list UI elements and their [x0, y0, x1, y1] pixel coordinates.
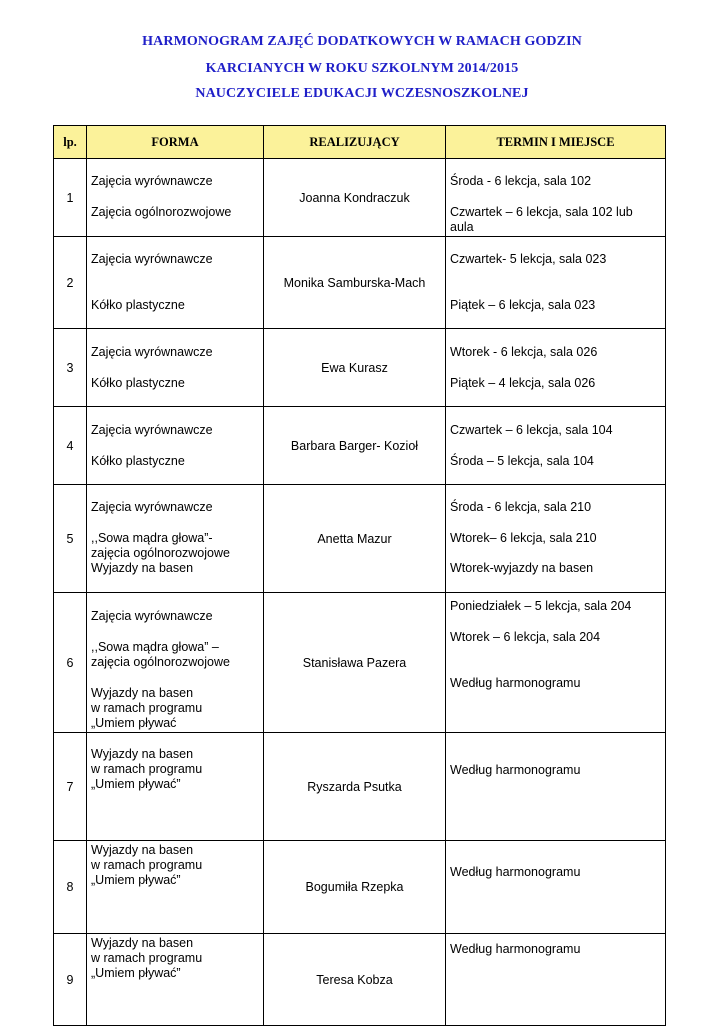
forma-line: „Umiem pływać — [91, 716, 177, 730]
forma-cell — [87, 237, 264, 329]
forma-line: Zajęcia wyrównawcze — [91, 174, 213, 188]
forma-line: Wyjazdy na basen — [91, 936, 194, 950]
table-row — [54, 407, 666, 485]
row-number: 9 — [54, 934, 87, 1026]
forma-line: Kółko plastyczne — [91, 454, 185, 468]
termin-cell — [446, 485, 666, 593]
forma-line: w ramach programu — [91, 762, 203, 776]
forma-line: zajęcia ogólnorozwojowe — [91, 546, 230, 560]
table-row — [54, 593, 666, 733]
termin-line: Czwartek – 6 lekcja, sala 104 — [450, 423, 613, 437]
table-row — [54, 841, 666, 934]
forma-line: Zajęcia wyrównawcze — [91, 500, 213, 514]
forma-line: Wyjazdy na basen — [91, 561, 194, 575]
forma-line: Zajęcia wyrównawcze — [91, 609, 213, 623]
termin-cell — [446, 934, 666, 1026]
table-row — [54, 329, 666, 407]
teacher-name: Teresa Kobza — [264, 934, 446, 1026]
forma-cell — [87, 593, 264, 733]
row-number: 1 — [54, 159, 87, 237]
row-number: 4 — [54, 407, 87, 485]
termin-cell — [446, 841, 666, 934]
document-subtitle: NAUCZYCIELE EDUKACJI WCZESNOSZKOLNEJ — [195, 86, 529, 101]
forma-line: Zajęcia wyrównawcze — [91, 423, 213, 437]
table-row — [54, 237, 666, 329]
table-row — [54, 485, 666, 593]
teacher-name: Stanisława Pazera — [264, 593, 446, 733]
termin-line: Piątek – 4 lekcja, sala 026 — [450, 376, 596, 390]
row-number: 7 — [54, 733, 87, 841]
forma-line: w ramach programu — [91, 858, 203, 872]
forma-cell — [87, 733, 264, 841]
termin-line: Wtorek – 6 lekcja, sala 204 — [450, 630, 601, 644]
termin-cell — [446, 237, 666, 329]
header-realizujacy: REALIZUJĄCY — [264, 126, 446, 159]
row-number: 6 — [54, 593, 87, 733]
forma-line: w ramach programu — [91, 951, 203, 965]
teacher-name: Ewa Kurasz — [264, 329, 446, 407]
termin-line: Według harmonogramu — [450, 942, 581, 956]
teacher-name: Monika Samburska-Mach — [264, 237, 446, 329]
forma-cell — [87, 934, 264, 1026]
teacher-name: Joanna Kondraczuk — [264, 159, 446, 237]
termin-cell — [446, 733, 666, 841]
table-row — [54, 934, 666, 1026]
termin-line: Czwartek- 5 lekcja, sala 023 — [450, 252, 607, 266]
forma-line: zajęcia ogólnorozwojowe — [91, 655, 230, 669]
teacher-name: Barbara Barger- Kozioł — [264, 407, 446, 485]
forma-line: ,,Sowa mądra głowa” – — [91, 640, 219, 654]
forma-cell — [87, 329, 264, 407]
teacher-name: Bogumiła Rzepka — [264, 841, 446, 934]
termin-line: Wtorek - 6 lekcja, sala 026 — [450, 345, 598, 359]
termin-cell — [446, 593, 666, 733]
forma-line: Zajęcia ogólnorozwojowe — [91, 205, 232, 219]
header-lp: lp. — [54, 126, 87, 159]
forma-line: Wyjazdy na basen — [91, 843, 194, 857]
header-termin: TERMIN I MIEJSCE — [446, 126, 666, 159]
forma-line: „Umiem pływać” — [91, 966, 181, 980]
forma-line: Kółko plastyczne — [91, 298, 185, 312]
forma-cell — [87, 159, 264, 237]
teacher-name: Anetta Mazur — [264, 485, 446, 593]
forma-line: Zajęcia wyrównawcze — [91, 345, 213, 359]
termin-line: Poniedziałek – 5 lekcja, sala 204 — [450, 599, 632, 613]
forma-cell — [87, 407, 264, 485]
termin-line: Czwartek – 6 lekcja, sala 102 lub — [450, 205, 633, 219]
row-number: 2 — [54, 237, 87, 329]
table-header-row — [54, 126, 666, 159]
termin-line: Według harmonogramu — [450, 676, 581, 690]
forma-line: „Umiem pływać” — [91, 777, 181, 791]
forma-cell — [87, 841, 264, 934]
row-number: 8 — [54, 841, 87, 934]
row-number: 3 — [54, 329, 87, 407]
termin-cell — [446, 407, 666, 485]
forma-line: Wyjazdy na basen — [91, 686, 194, 700]
termin-line: Piątek – 6 lekcja, sala 023 — [450, 298, 596, 312]
teacher-name: Ryszarda Psutka — [264, 733, 446, 841]
termin-cell — [446, 329, 666, 407]
header-forma: FORMA — [87, 126, 264, 159]
table-row — [54, 159, 666, 237]
termin-line: Według harmonogramu — [450, 763, 581, 777]
termin-line: Według harmonogramu — [450, 865, 581, 879]
termin-line: Wtorek-wyjazdy na basen — [450, 561, 594, 575]
forma-line: Zajęcia wyrównawcze — [91, 252, 213, 266]
forma-line: „Umiem pływać” — [91, 873, 181, 887]
termin-line: Środa - 6 lekcja, sala 210 — [450, 500, 592, 514]
forma-line: Kółko plastyczne — [91, 376, 185, 390]
row-number: 5 — [54, 485, 87, 593]
termin-cell — [446, 159, 666, 237]
forma-line: Wyjazdy na basen — [91, 747, 194, 761]
schedule-table — [53, 125, 666, 1026]
document-title-line-2: KARCIANYCH W ROKU SZKOLNYM 2014/2015 — [205, 61, 519, 76]
forma-line: w ramach programu — [91, 701, 203, 715]
termin-line: Środa - 6 lekcja, sala 102 — [450, 174, 592, 188]
forma-line: ,,Sowa mądra głowa”- — [91, 531, 213, 545]
termin-line: Wtorek– 6 lekcja, sala 210 — [450, 531, 597, 545]
document-title-line-1: HARMONOGRAM ZAJĘĆ DODATKOWYCH W RAMACH GODZIN — [142, 34, 582, 49]
termin-line: aula — [450, 220, 474, 234]
forma-cell — [87, 485, 264, 593]
table-row — [54, 733, 666, 841]
termin-line: Środa – 5 lekcja, sala 104 — [450, 454, 594, 468]
